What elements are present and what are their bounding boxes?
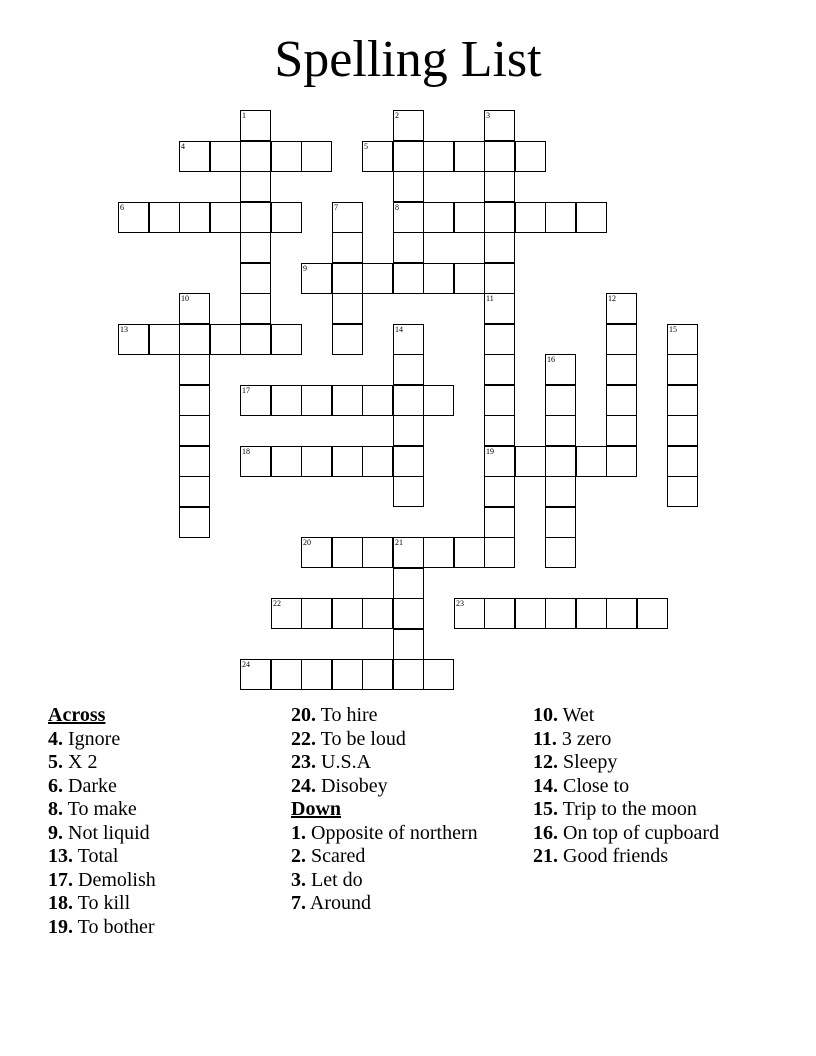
- clue-item: [533, 822, 733, 846]
- grid-cell[interactable]: [545, 537, 576, 568]
- clue-number-label: 18.: [48, 892, 73, 914]
- clue-number-label: 5.: [48, 751, 63, 773]
- grid-cell[interactable]: [393, 385, 424, 416]
- grid-cell[interactable]: [240, 232, 271, 263]
- grid-cell[interactable]: [393, 202, 424, 233]
- grid-cell[interactable]: [576, 202, 607, 233]
- grid-cell[interactable]: [210, 324, 241, 355]
- clue-item: [533, 775, 733, 799]
- grid-cell[interactable]: [393, 476, 424, 507]
- grid-cell[interactable]: [667, 354, 698, 385]
- clue-number-label: 19.: [48, 915, 73, 938]
- puzzle-title: Spelling List: [274, 31, 542, 88]
- clue-text: Sleepy: [558, 751, 618, 773]
- grid-cell[interactable]: [179, 354, 210, 385]
- grid-cell[interactable]: [484, 385, 515, 416]
- clue-text: Let do: [306, 868, 363, 891]
- clue-number: 19: [486, 447, 494, 456]
- clue-number-label: 1.: [291, 821, 306, 844]
- clue-item: [48, 751, 278, 775]
- down-heading: Down: [291, 798, 342, 820]
- clue-number: 3: [486, 111, 490, 120]
- grid-cell[interactable]: [484, 598, 515, 629]
- clue-number-label: 23.: [291, 751, 316, 773]
- grid-cell[interactable]: [667, 476, 698, 507]
- grid-cell[interactable]: [362, 385, 393, 416]
- clue-item: [291, 728, 521, 752]
- grid-cell[interactable]: [667, 385, 698, 416]
- grid-cell[interactable]: [301, 537, 332, 568]
- grid-cell[interactable]: [484, 110, 515, 141]
- clue-number-label: 2.: [291, 845, 306, 867]
- clue-text: X 2: [63, 751, 98, 773]
- grid-cell[interactable]: [606, 354, 637, 385]
- grid-cell[interactable]: [545, 385, 576, 416]
- clue-number: 7: [334, 203, 338, 212]
- clue-number-label: 17.: [48, 868, 73, 891]
- clue-item: [48, 775, 278, 799]
- clue-number-label: 22.: [291, 727, 316, 750]
- clue-number: 10: [181, 294, 189, 303]
- clue-text: Not liquid: [63, 821, 150, 844]
- grid-cell[interactable]: [484, 507, 515, 538]
- clue-number: 6: [120, 203, 124, 212]
- grid-cell[interactable]: [210, 202, 241, 233]
- clue-number-label: 12.: [533, 751, 558, 773]
- clue-text: Demolish: [73, 868, 156, 891]
- grid-cell[interactable]: [515, 446, 546, 477]
- grid-cell[interactable]: [393, 171, 424, 202]
- grid-cell[interactable]: [332, 598, 363, 629]
- grid-cell[interactable]: [271, 324, 302, 355]
- grid-cell[interactable]: [240, 659, 271, 690]
- grid-cell[interactable]: [332, 232, 363, 263]
- grid-cell[interactable]: [484, 537, 515, 568]
- clue-text: Close to: [558, 774, 630, 797]
- grid-cell[interactable]: [179, 476, 210, 507]
- grid-cell[interactable]: [484, 171, 515, 202]
- clue-text: U.S.A: [316, 751, 372, 773]
- grid-cell[interactable]: [240, 141, 271, 172]
- grid-cell[interactable]: [118, 324, 149, 355]
- grid-cell[interactable]: [332, 385, 363, 416]
- grid-cell[interactable]: [423, 263, 454, 294]
- grid-cell[interactable]: [210, 141, 241, 172]
- grid-cell[interactable]: [301, 141, 332, 172]
- grid-cell[interactable]: [484, 446, 515, 477]
- grid-cell[interactable]: [423, 202, 454, 233]
- grid-cell[interactable]: [545, 415, 576, 446]
- grid-cell[interactable]: [454, 598, 485, 629]
- grid-cell[interactable]: [179, 202, 210, 233]
- grid-cell[interactable]: [301, 446, 332, 477]
- clue-number: 14: [395, 325, 403, 334]
- grid-cell[interactable]: [454, 537, 485, 568]
- clue-number-label: 11.: [533, 727, 557, 750]
- grid-cell[interactable]: [362, 659, 393, 690]
- grid-cell[interactable]: [484, 232, 515, 263]
- grid-cell[interactable]: [271, 659, 302, 690]
- grid-cell[interactable]: [484, 263, 515, 294]
- grid-cell[interactable]: [545, 446, 576, 477]
- grid-cell[interactable]: [271, 598, 302, 629]
- grid-cell[interactable]: [362, 446, 393, 477]
- grid-cell[interactable]: [454, 202, 485, 233]
- grid-cell[interactable]: [515, 598, 546, 629]
- grid-cell[interactable]: [484, 202, 515, 233]
- clue-number-label: 20.: [291, 704, 316, 726]
- clue-number: 1: [242, 111, 246, 120]
- clue-item: [533, 728, 733, 752]
- clue-number: 2: [395, 111, 399, 120]
- grid-cell[interactable]: [393, 263, 424, 294]
- clue-text: To make: [63, 798, 137, 820]
- clue-number: 8: [395, 203, 399, 212]
- clue-item: [291, 869, 521, 893]
- clue-number: 4: [181, 142, 185, 151]
- clue-number-label: 9.: [48, 821, 63, 844]
- clue-item: [48, 916, 278, 940]
- clue-item: [48, 869, 278, 893]
- grid-cell[interactable]: [393, 141, 424, 172]
- clue-number: 13: [120, 325, 128, 334]
- clue-item: [291, 892, 521, 916]
- grid-cell[interactable]: [332, 324, 363, 355]
- grid-cell[interactable]: [332, 202, 363, 233]
- grid-cell[interactable]: [515, 202, 546, 233]
- grid-cell[interactable]: [545, 476, 576, 507]
- clue-item: [48, 822, 278, 846]
- grid-cell[interactable]: [606, 385, 637, 416]
- grid-cell[interactable]: [545, 507, 576, 538]
- grid-cell[interactable]: [332, 446, 363, 477]
- grid-cell[interactable]: [393, 659, 424, 690]
- grid-cell[interactable]: [606, 415, 637, 446]
- clue-item: [533, 751, 733, 775]
- grid-cell[interactable]: [637, 598, 668, 629]
- clue-item: [533, 845, 733, 869]
- grid-cell[interactable]: [576, 598, 607, 629]
- grid-cell[interactable]: [240, 293, 271, 324]
- grid-cell[interactable]: [271, 385, 302, 416]
- clue-number: 11: [486, 294, 494, 303]
- clue-number-label: 6.: [48, 774, 63, 797]
- clue-item: [48, 892, 278, 916]
- clue-number-label: 15.: [533, 798, 558, 820]
- grid-cell[interactable]: [423, 141, 454, 172]
- grid-cell[interactable]: [484, 293, 515, 324]
- grid-cell[interactable]: [484, 476, 515, 507]
- grid-cell[interactable]: [332, 263, 363, 294]
- grid-cell[interactable]: [484, 324, 515, 355]
- grid-cell[interactable]: [576, 446, 607, 477]
- clue-text: Trip to the moon: [558, 798, 697, 820]
- grid-cell[interactable]: [393, 568, 424, 599]
- clue-number: 5: [364, 142, 368, 151]
- grid-cell[interactable]: [545, 202, 576, 233]
- grid-cell[interactable]: [362, 537, 393, 568]
- clue-number-label: 16.: [533, 821, 558, 844]
- grid-cell[interactable]: [484, 415, 515, 446]
- across-heading: Across: [48, 704, 106, 726]
- grid-cell[interactable]: [423, 659, 454, 690]
- clue-text: Wet: [558, 704, 595, 726]
- clue-text: 3 zero: [556, 727, 612, 750]
- clue-text: Disobey: [316, 774, 388, 797]
- grid-cell[interactable]: [362, 263, 393, 294]
- grid-cell[interactable]: [301, 659, 332, 690]
- clue-text: Darke: [63, 774, 117, 797]
- grid-cell[interactable]: [271, 446, 302, 477]
- clue-item: [48, 845, 278, 869]
- clue-number-label: 3.: [291, 868, 306, 891]
- grid-cell[interactable]: [423, 537, 454, 568]
- grid-cell[interactable]: [240, 171, 271, 202]
- grid-cell[interactable]: [393, 110, 424, 141]
- grid-cell[interactable]: [240, 385, 271, 416]
- clue-item: [533, 798, 733, 822]
- grid-cell[interactable]: [393, 598, 424, 629]
- grid-cell[interactable]: [149, 324, 180, 355]
- grid-cell[interactable]: [271, 141, 302, 172]
- grid-cell[interactable]: [179, 324, 210, 355]
- grid-cell[interactable]: [149, 202, 180, 233]
- grid-cell[interactable]: [332, 537, 363, 568]
- clue-text: Good friends: [558, 845, 668, 867]
- clue-number: 18: [242, 447, 250, 456]
- grid-cell[interactable]: [179, 446, 210, 477]
- clue-text: Around: [306, 892, 371, 914]
- clue-number-label: 10.: [533, 704, 558, 726]
- clues-column-2: [291, 704, 521, 916]
- clue-text: Opposite of northern: [306, 821, 478, 844]
- grid-cell[interactable]: [362, 598, 393, 629]
- clue-number: 9: [303, 264, 307, 273]
- clue-number: 24: [242, 660, 250, 669]
- clues-column-1: [48, 704, 278, 939]
- grid-cell[interactable]: [667, 446, 698, 477]
- grid-cell[interactable]: [515, 141, 546, 172]
- clue-number: 16: [547, 355, 555, 364]
- clue-number: 20: [303, 538, 311, 547]
- grid-cell[interactable]: [301, 263, 332, 294]
- grid-cell[interactable]: [179, 385, 210, 416]
- grid-cell[interactable]: [332, 659, 363, 690]
- clue-text: On top of cupboard: [558, 821, 720, 844]
- grid-cell[interactable]: [484, 354, 515, 385]
- clue-item: [291, 822, 521, 846]
- clue-text: Scared: [306, 845, 366, 867]
- clue-number: 15: [669, 325, 677, 334]
- grid-cell[interactable]: [606, 293, 637, 324]
- clue-item: [48, 798, 278, 822]
- clue-number-label: 8.: [48, 798, 63, 820]
- grid-cell[interactable]: [240, 324, 271, 355]
- clue-number: 23: [456, 599, 464, 608]
- clue-number-label: 24.: [291, 774, 316, 797]
- grid-cell[interactable]: [393, 629, 424, 660]
- clue-item: [291, 775, 521, 799]
- grid-cell[interactable]: [240, 446, 271, 477]
- grid-cell[interactable]: [179, 293, 210, 324]
- grid-cell[interactable]: [118, 202, 149, 233]
- grid-cell[interactable]: [301, 598, 332, 629]
- clues-column-3: [533, 704, 733, 869]
- grid-cell[interactable]: [667, 324, 698, 355]
- grid-cell[interactable]: [393, 232, 424, 263]
- grid-cell[interactable]: [454, 141, 485, 172]
- grid-cell[interactable]: [393, 324, 424, 355]
- grid-cell[interactable]: [545, 354, 576, 385]
- grid-cell[interactable]: [393, 446, 424, 477]
- grid-cell[interactable]: [240, 202, 271, 233]
- clue-item: [291, 704, 521, 728]
- clue-number-label: 14.: [533, 774, 558, 797]
- clue-text: Total: [73, 845, 119, 867]
- clue-number: 22: [273, 599, 281, 608]
- grid-cell[interactable]: [454, 263, 485, 294]
- grid-cell[interactable]: [423, 385, 454, 416]
- clue-number-label: 13.: [48, 845, 73, 867]
- clue-number-label: 21.: [533, 845, 558, 867]
- grid-cell[interactable]: [393, 537, 424, 568]
- grid-cell[interactable]: [332, 293, 363, 324]
- grid-cell[interactable]: [606, 324, 637, 355]
- clue-item: [533, 704, 733, 728]
- grid-cell[interactable]: [606, 598, 637, 629]
- grid-cell[interactable]: [393, 415, 424, 446]
- clue-number-label: 4.: [48, 727, 63, 750]
- clue-item: [291, 751, 521, 775]
- grid-cell[interactable]: [240, 110, 271, 141]
- clue-text: To be loud: [316, 727, 406, 750]
- grid-cell[interactable]: [484, 141, 515, 172]
- clue-text: To bother: [73, 915, 155, 938]
- grid-cell[interactable]: [667, 415, 698, 446]
- grid-cell[interactable]: [545, 598, 576, 629]
- grid-cell[interactable]: [271, 202, 302, 233]
- clue-text: To hire: [316, 704, 378, 726]
- clue-number: 21: [395, 538, 403, 547]
- clue-number-label: 7.: [291, 892, 306, 914]
- clue-item: [291, 845, 521, 869]
- clue-item: [48, 728, 278, 752]
- grid-cell[interactable]: [362, 141, 393, 172]
- grid-cell[interactable]: [179, 141, 210, 172]
- grid-cell[interactable]: [393, 354, 424, 385]
- clue-text: To kill: [73, 892, 131, 914]
- grid-cell[interactable]: [301, 385, 332, 416]
- clue-number: 12: [608, 294, 616, 303]
- grid-cell[interactable]: [179, 507, 210, 538]
- grid-cell[interactable]: [179, 415, 210, 446]
- clue-text: Ignore: [63, 727, 121, 750]
- grid-cell[interactable]: [606, 446, 637, 477]
- clue-number: 17: [242, 386, 250, 395]
- grid-cell[interactable]: [240, 263, 271, 294]
